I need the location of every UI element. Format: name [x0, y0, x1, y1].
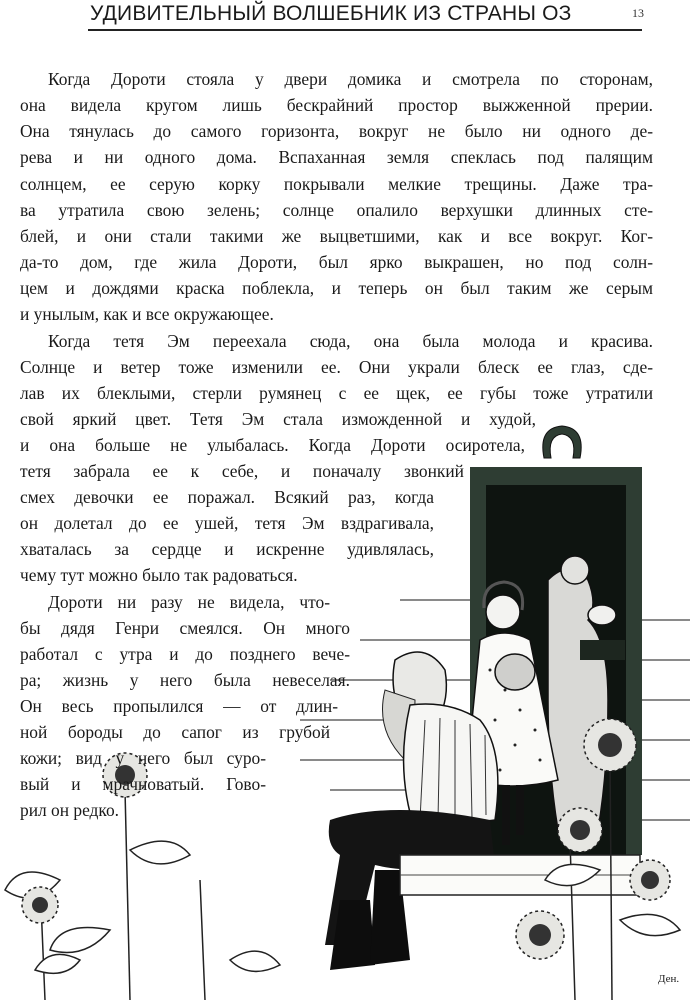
- text-line: блей, и они стали такими же выцветшими, как и все вокруг. Ког-: [20, 226, 653, 246]
- text-line: Солнце и ветер тоже изменили ее. Они украли блеск ее глаз, сде-: [20, 357, 653, 377]
- text-line: Он весь пропылился — от длин-: [20, 696, 338, 716]
- text-line: ра; жизнь у него была невеселая.: [20, 670, 350, 690]
- text-line: он долетал до ее ушей, тетя Эм вздрагивала,: [20, 513, 434, 533]
- text-line: Когда Дороти стояла у двери домика и смотрела по сторонам,: [48, 69, 653, 89]
- text-line: бы дядя Генри смеялся. Он много: [20, 618, 350, 638]
- text-line: вый и мрачноватый. Гово-: [20, 774, 266, 794]
- text-line: цем и дождями краска поблекла, и теперь он был таким же серым: [20, 278, 653, 298]
- text-line: она видела кругом лишь бескрайний простор выжженной прерии.: [20, 95, 653, 115]
- text-line: смех девочки ее поражал. Всякий раз, когда: [20, 487, 434, 507]
- text-line: свой яркий цвет. Тетя Эм стала изможденной и худой,: [20, 409, 536, 429]
- text-line: солнцем, ее серую корку покрывали мелкие трещины. Даже тра-: [20, 174, 653, 194]
- artist-signature: Ден.: [658, 973, 680, 985]
- text-line: работал с утра и до позднего вече-: [20, 644, 350, 664]
- text-line: Дороти ни разу не видела, что-: [48, 592, 330, 612]
- text-line: кожи; вид у него был суро-: [20, 748, 266, 768]
- text-line: лав их блеклыми, стерли румянец с ее щек, ее губы тоже утратили: [20, 383, 653, 403]
- text-line: хваталась за сердце и искренне удивлялась,: [20, 539, 434, 559]
- page-number: 13: [632, 6, 644, 20]
- running-title: УДИВИТЕЛЬНЫЙ ВОЛШЕБНИК ИЗ СТРАНЫ ОЗ: [90, 2, 572, 25]
- text-line: рева и ни одного дома. Вспаханная земля спеклась под палящим: [20, 147, 653, 167]
- text-line: и она больше не улыбалась. Когда Дороти осиротела,: [20, 435, 525, 455]
- text-line: тетя забрала ее к себе, и поначалу звонкий: [20, 461, 464, 481]
- text-line: рил он редко.: [20, 800, 120, 820]
- text-line: ной бороды до сапог из грубой: [20, 722, 330, 742]
- text-line: ва утратила свою зелень; солнце опалило верхушки длинных сте-: [20, 200, 653, 220]
- text-line: Она тянулась до самого горизонта, вокруг не было ни одного де-: [20, 121, 653, 141]
- horseshoe-icon: [543, 426, 581, 458]
- text-line: да-то дом, где жила Дороти, был ярко выкрашен, но под солн-: [20, 252, 653, 272]
- text-line: чему тут можно было так радоваться.: [20, 565, 298, 585]
- text-line: Когда тетя Эм переехала сюда, она была молода и красива.: [48, 331, 653, 351]
- text-line: и унылым, как и все окружающее.: [20, 304, 274, 324]
